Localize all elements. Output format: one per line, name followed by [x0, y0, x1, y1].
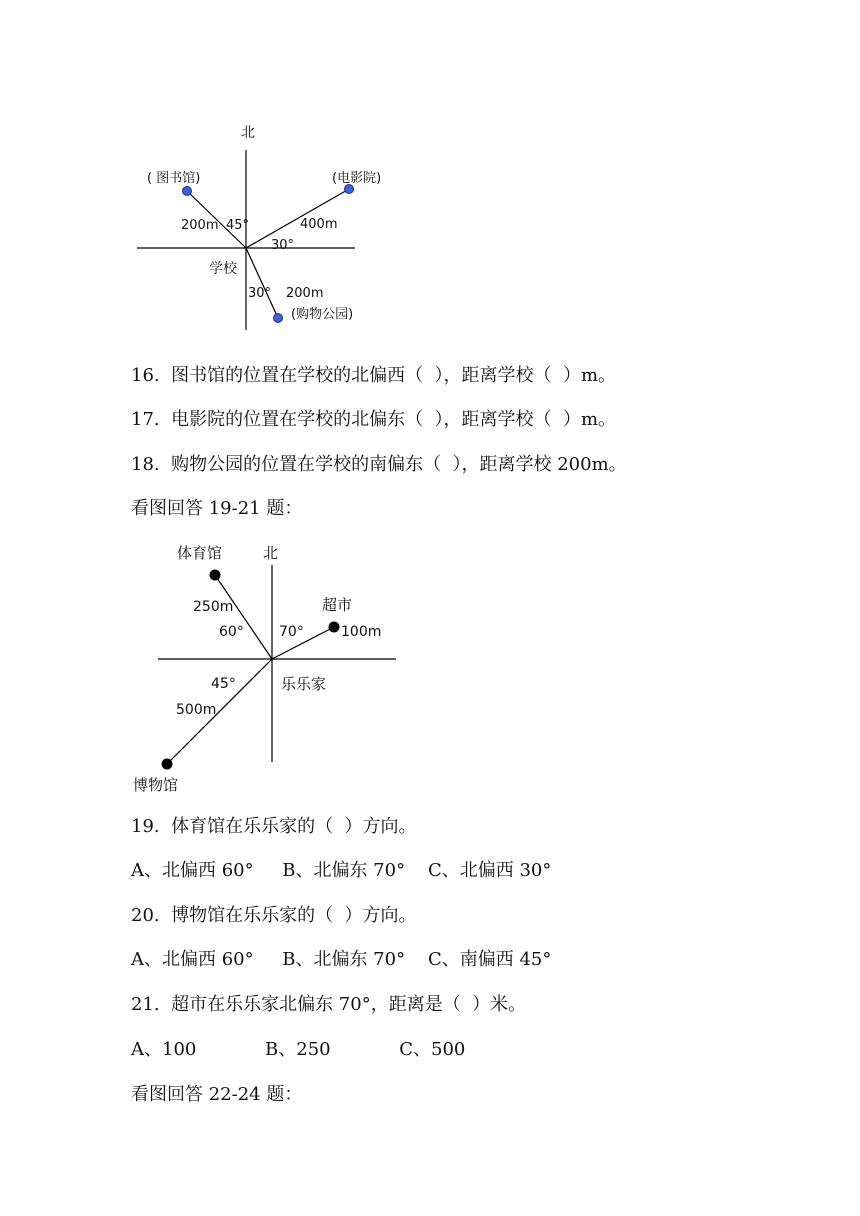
north-label-2: 北 [263, 544, 279, 562]
park-label: (购物公园) [291, 307, 354, 322]
home-label: 乐乐家 [281, 675, 327, 693]
market-angle: 70° [279, 624, 304, 640]
library-angle: 45° [226, 218, 250, 233]
cinema-label: (电影院) [332, 171, 382, 186]
cinema-angle: 30° [271, 238, 295, 253]
park-line [246, 248, 278, 318]
question-19-options: A、北偏西 60° B、北偏东 70° C、北偏西 30° [131, 860, 552, 881]
question-20: 20. 博物馆在乐乐家的（ ）方向。 [131, 905, 417, 926]
question-18: 18. 购物公园的位置在学校的南偏东（ ），距离学校 200m。 [131, 454, 627, 475]
gym-dot [210, 570, 221, 581]
school-label: 学校 [209, 261, 237, 277]
home-diagram [133, 544, 396, 794]
park-angle: 30° [248, 286, 272, 301]
section-intro-22-24: 看图回答 22-24 题： [131, 1084, 303, 1105]
library-label: ( 图书馆) [147, 171, 201, 186]
section-intro-19-21: 看图回答 19-21 题： [131, 498, 303, 519]
museum-distance: 500m [176, 702, 217, 718]
question-19: 19. 体育馆在乐乐家的（ ）方向。 [131, 816, 417, 837]
library-dot [183, 187, 192, 196]
park-distance: 200m [286, 286, 324, 301]
question-21-options: A、100 B、250 C、500 [131, 1039, 466, 1060]
question-20-options: A、北偏西 60° B、北偏东 70° C、南偏西 45° [131, 949, 552, 970]
question-16: 16. 图书馆的位置在学校的北偏西（ ），距离学校（ ）m。 [131, 365, 617, 386]
museum-label: 博物馆 [133, 776, 179, 794]
question-17: 17. 电影院的位置在学校的北偏东（ ），距离学校（ ）m。 [131, 409, 617, 430]
gym-line [215, 575, 272, 659]
library-distance: 200m [181, 218, 219, 233]
museum-dot [162, 759, 173, 770]
park-dot [274, 314, 283, 323]
market-distance: 100m [341, 624, 382, 640]
market-label: 超市 [322, 596, 353, 614]
gym-angle: 60° [219, 624, 244, 640]
north-label: 北 [241, 125, 255, 141]
cinema-distance: 400m [300, 217, 338, 232]
museum-angle: 45° [211, 676, 236, 692]
gym-label: 体育馆 [177, 544, 223, 562]
gym-distance: 250m [193, 599, 234, 615]
school-diagram [137, 125, 381, 330]
market-dot [329, 622, 340, 633]
question-21: 21. 超市在乐乐家北偏东 70°，距离是（ ）米。 [131, 994, 527, 1015]
